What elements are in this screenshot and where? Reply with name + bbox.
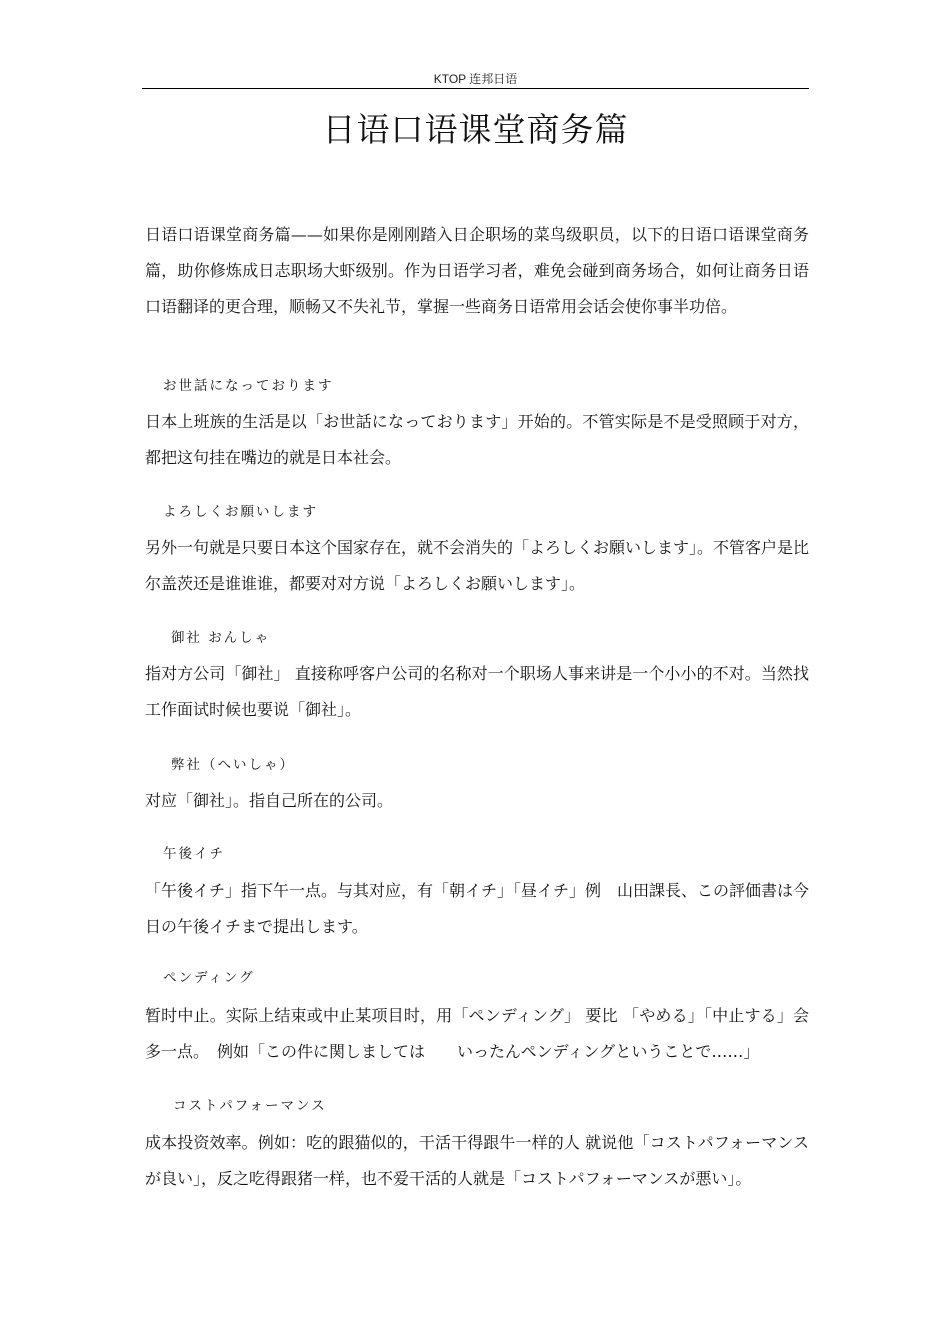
term-description: 另外一句就是只要日本这个国家存在，就不会消失的「よろしくお願いします」。不管客户是比尔盖茨还是谁谁谁，都要对对方说「よろしくお願いします」。 (145, 538, 810, 593)
term-heading: コストパフォーマンス (173, 1098, 327, 1114)
term-description: 暂时中止。实际上结束或中止某项目时，用「ペンディング」 要比 「やめる」「中止する」会多一点。 例如「この件に関しましては いったんペンディングということで……」 (145, 1006, 809, 1061)
page-header: KTOP 连邦日语 (433, 72, 518, 86)
term-heading: 御社 おんしゃ (171, 630, 271, 646)
intro-paragraph: 日语口语课堂商务篇——如果你是刚刚踏入日企职场的菜鸟级职员，以下的日语口语课堂商务篇，助你修炼成日志职场大虾级别。作为日语学习者，难免会碰到商务场合，如何让商务日语口语翻译的更合理，顺畅又不失礼节，掌握一些商务日语常用会话会使你事半功倍。 (145, 225, 809, 316)
term-heading: よろしくお願いします (163, 504, 318, 520)
header-rule (142, 88, 809, 89)
term-description: 成本投资效率。例如：吃的跟猫似的，干活干得跟牛一样的人 就说他「コストパフォーマンスが良い」，反之吃得跟猪一样，也不爱干活的人就是「コストパフォーマンスが悪い」。 (145, 1133, 809, 1188)
term-description: 指对方公司「御社」 直接称呼客户公司的名称对一个职场人事来讲是一个小小的不对。当然找工作面试时候也要说「御社」。 (145, 664, 809, 719)
term-heading: 午後イチ (163, 846, 225, 862)
term-description: 「午後イチ」指下午一点。与其对应，有「朝イチ」「昼イチ」例 山田課長、この評価書は今日の午後イチまで提出します。 (145, 881, 810, 936)
term-heading: ペンディング (163, 970, 255, 986)
term-heading: 弊社（へいしゃ） (171, 757, 295, 773)
term-description: 日本上班族的生活是以「お世話になっております」开始的。不管实际是不是受照顾于对方，都把这句挂在嘴边的就是日本社会。 (145, 412, 809, 467)
term-description: 对应「御社」。指自己所在的公司。 (145, 791, 394, 810)
term-heading: お世話になっております (163, 378, 334, 394)
page-title: 日语口语课堂商务篇 (322, 110, 629, 149)
